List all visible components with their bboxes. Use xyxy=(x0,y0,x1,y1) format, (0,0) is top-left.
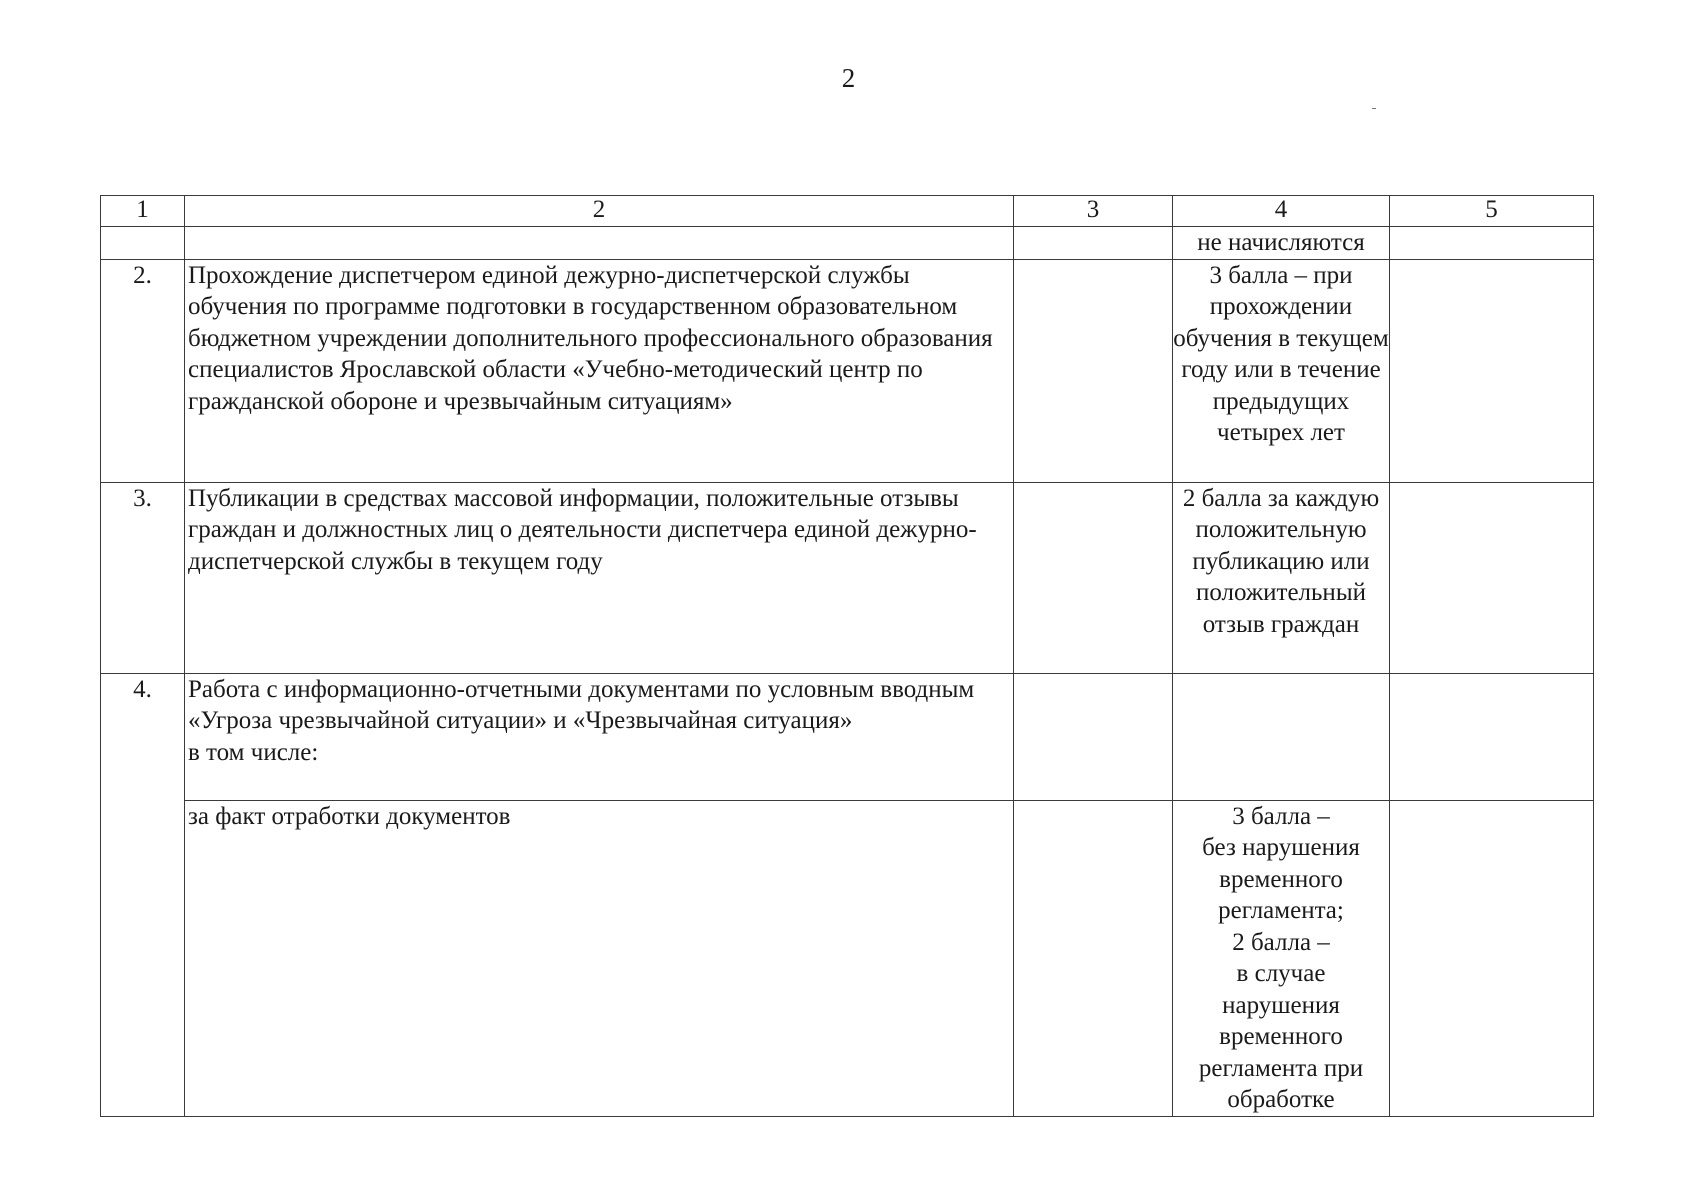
criteria-table xyxy=(100,195,1594,1117)
row-3-number: 3. xyxy=(101,482,185,673)
scan-speck xyxy=(1372,108,1376,109)
row-2-score: 3 балла – при прохождении обучения в текущем году или в течение предыдущих четырех лет xyxy=(1173,259,1390,482)
row-4a-score-line: временного xyxy=(1219,1023,1343,1050)
row-4-col5 xyxy=(1390,673,1594,800)
carryover-text-cell xyxy=(185,227,1014,260)
row-4-col3 xyxy=(1014,673,1173,800)
header-col-3: 3 xyxy=(1014,196,1173,227)
row-4-criterion xyxy=(185,673,1014,800)
row-4-criterion-sub: в том числе: xyxy=(188,738,319,766)
row-2-criterion: Прохождение диспетчером единой дежурно-диспетчерской службы обучения по программе подготовки в государственном образовательном бюджетном учреждении дополнительного профессионального образования специалистов Ярославской области «Учебно-методический центр по гражданской обороне и чрезвычайным ситуациям» xyxy=(185,259,1014,482)
row-4a-score-line: 2 балла – xyxy=(1232,928,1330,956)
carryover-score-cell: не начисляются xyxy=(1173,227,1390,260)
carryover-num-cell xyxy=(101,227,185,260)
row-4a-score-line: нарушения xyxy=(1222,991,1340,1019)
table-row-4-subitem xyxy=(101,800,1594,1116)
row-3-score: 2 балла за каждую положительную публикацию или положительный отзыв граждан xyxy=(1173,482,1390,673)
carryover-col5-cell xyxy=(1390,227,1594,260)
table-row-2 xyxy=(101,259,1594,482)
row-4a-score-line: регламента; xyxy=(1218,897,1344,924)
row-4a-score-line: 3 балла – xyxy=(1232,802,1330,830)
row-2-col5 xyxy=(1390,259,1594,482)
header-col-5: 5 xyxy=(1390,196,1594,227)
row-4-score xyxy=(1173,673,1390,800)
row-4a-score-line: в случае xyxy=(1236,960,1326,987)
row-4a-score-line: без нарушения xyxy=(1202,834,1360,861)
carryover-col3-cell xyxy=(1014,227,1173,260)
row-4a-col3 xyxy=(1014,800,1173,1116)
row-4a-score xyxy=(1173,800,1390,1116)
row-4a-score-line: обработке xyxy=(1227,1086,1335,1113)
row-4a-col5 xyxy=(1390,800,1594,1116)
header-col-1: 1 xyxy=(101,196,185,227)
row-3-col3 xyxy=(1014,482,1173,673)
row-4a-criterion: за факт отработки документов xyxy=(185,800,1014,1116)
header-col-2: 2 xyxy=(185,196,1014,227)
row-3-col5 xyxy=(1390,482,1594,673)
header-col-4: 4 xyxy=(1173,196,1390,227)
row-2-number: 2. xyxy=(101,259,185,482)
row-4a-score-line: временного xyxy=(1219,865,1343,893)
table-row-3 xyxy=(101,482,1594,673)
table-header-row xyxy=(101,196,1594,227)
row-3-criterion: Публикации в средствах массовой информации, положительные отзывы граждан и должностных лиц о деятельности диспетчера единой дежурно-диспетчерской службы в текущем году xyxy=(185,482,1014,673)
table-row-carryover xyxy=(101,227,1594,260)
row-4a-score-line: регламента при xyxy=(1198,1054,1364,1082)
row-2-col3 xyxy=(1014,259,1173,482)
row-4-number: 4. xyxy=(101,673,185,1116)
page-number: 2 xyxy=(841,63,856,93)
row-4-criterion-text: Работа с информационно-отчетными документами по условным вводным «Угроза чрезвычайной ситуации» и «Чрезвычайная ситуация» xyxy=(188,675,975,734)
table-row-4 xyxy=(101,673,1594,800)
